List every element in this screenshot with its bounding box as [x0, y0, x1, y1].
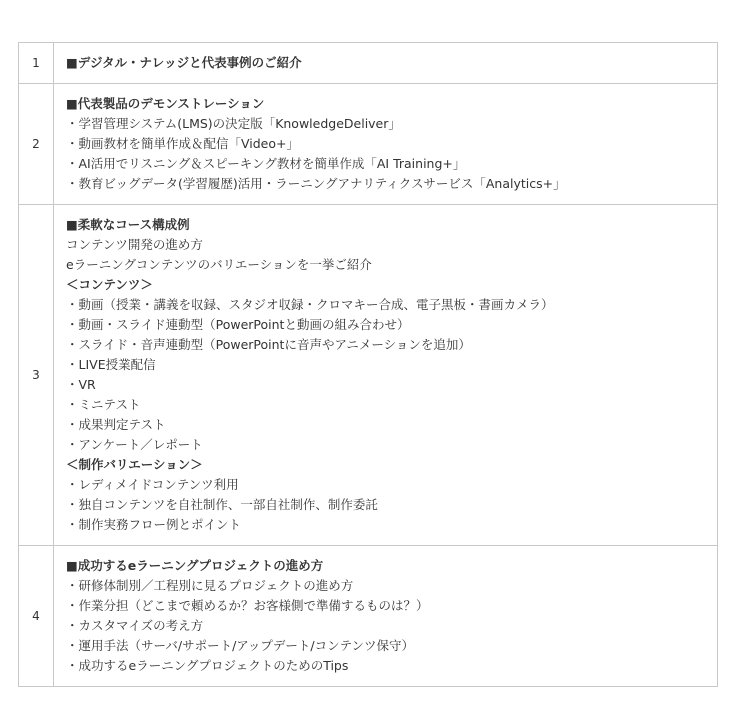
list-item: ・作業分担（どこまで頼めるか？お客様側で準備するものは？） [66, 598, 429, 613]
list-item: ・レディメイドコンテンツ利用 [66, 477, 239, 492]
row-content [54, 546, 718, 687]
subsection-title: ＜コンテンツ＞ [66, 277, 153, 292]
list-item: ・学習管理システム(LMS)の決定版「KnowledgeDeliver」 [66, 116, 401, 131]
section-heading: ■柔軟なコース構成例 [66, 217, 190, 232]
agenda-table [18, 42, 718, 687]
list-item: ・成功するeラーニングプロジェクトのためのTips [66, 658, 349, 673]
subsection-title: ＜制作バリエーション＞ [66, 457, 203, 472]
list-item: ・独自コンテンツを自社制作、一部自社制作、制作委託 [66, 497, 378, 512]
row-number: 4 [19, 546, 54, 687]
row-content [54, 84, 718, 205]
list-item: ・VR [66, 377, 96, 392]
row-content [54, 205, 718, 546]
row-number: 3 [19, 205, 54, 546]
list-item: ・運用手法（サーバ/サポート/アップデート/コンテンツ保守） [66, 638, 415, 653]
list-item: ・研修体制別／工程別に見るプロジェクトの進め方 [66, 578, 354, 593]
list-item: ・教育ビッグデータ(学習履歴)活用・ラーニングアナリティクスサービス「Analytics+」 [66, 176, 566, 191]
row-number: 1 [19, 43, 54, 84]
list-item: ・制作実務フロー例とポイント [66, 517, 242, 532]
list-item: ・カスタマイズの考え方 [66, 618, 204, 633]
list-item: ・ミニテスト [66, 397, 141, 412]
list-item: eラーニングコンテンツのバリエーションを一挙ご紹介 [66, 257, 372, 272]
section-heading: ■成功するeラーニングプロジェクトの進め方 [66, 558, 324, 573]
list-item: ・動画・スライド連動型（PowerPointと動画の組み合わせ） [66, 317, 410, 332]
list-item: ・LIVE授業配信 [66, 357, 156, 372]
list-item: ・動画（授業・講義を収録、スタジオ収録・クロマキー合成、電子黒板・書画カメラ） [66, 297, 554, 312]
agenda-row [19, 205, 718, 546]
list-item: ・AI活用でリスニング＆スピーキング教材を簡単作成「AI Training+」 [66, 156, 466, 171]
section-heading: ■デジタル・ナレッジと代表事例のご紹介 [66, 55, 302, 70]
agenda-row [19, 546, 718, 687]
agenda-row [19, 84, 718, 205]
section-heading: ■代表製品のデモンストレーション [66, 96, 265, 111]
agenda-row [19, 43, 718, 84]
list-item: ・アンケート／レポート [66, 437, 203, 452]
list-item: コンテンツ開発の進め方 [66, 237, 203, 252]
row-number: 2 [19, 84, 54, 205]
list-item: ・動画教材を簡単作成＆配信「Video+」 [66, 136, 299, 151]
list-item: ・スライド・音声連動型（PowerPointに音声やアニメーションを追加） [66, 337, 471, 352]
row-content [54, 43, 718, 84]
list-item: ・成果判定テスト [66, 417, 166, 432]
